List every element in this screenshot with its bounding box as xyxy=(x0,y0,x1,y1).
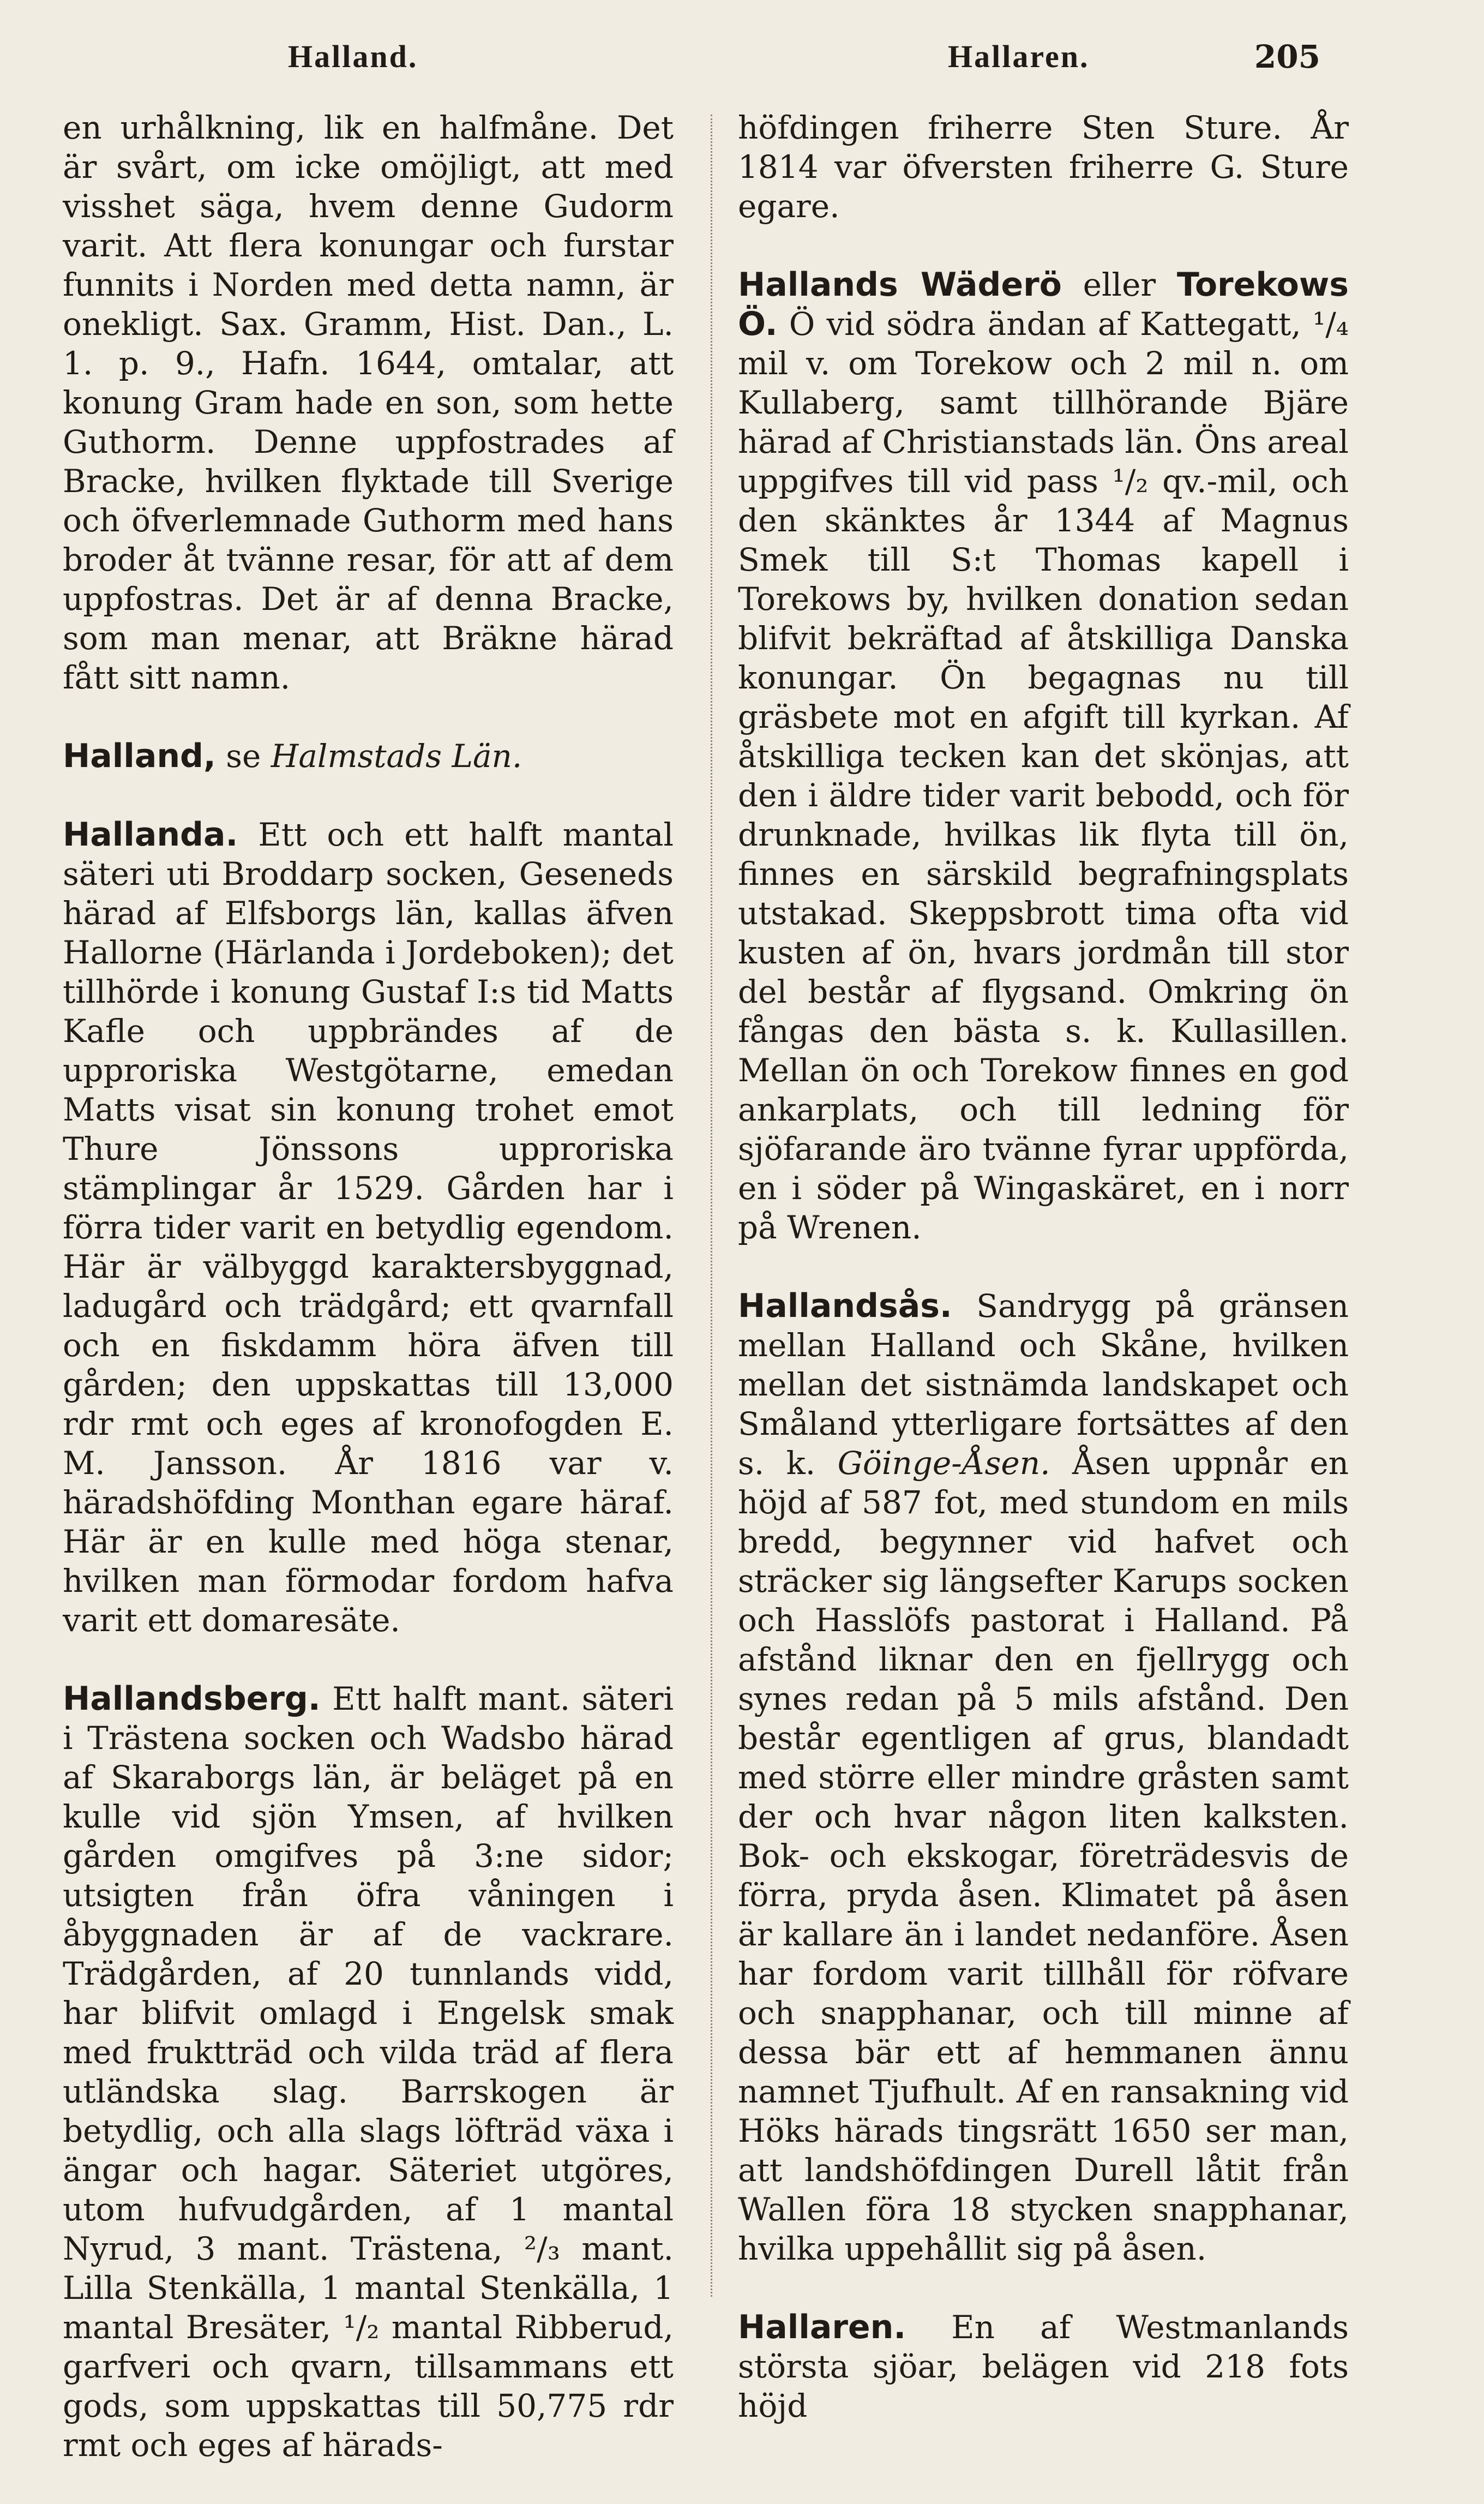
entry-halland xyxy=(63,736,674,776)
running-header xyxy=(0,38,1484,87)
continuation-text: en urhålkning, lik en halfmåne. Det är svårt, om icke omöjligt, att med visshet säga, hvem denne Gudorm varit. Att flera konungar och furstar funnits i Norden med detta namn, är onekligt. Sax. Gramm, Hist. Dan., L. 1. p. 9., Hafn. 1644, omtalar, att konung Gram hade en son, som hette Guthorm. Denne uppfostrades af Bracke, hvilken flyktade till Sverige och öfverlemnade Guthorm med hans broder åt tvänne resar, för att af dem uppfostras. Det är af denna Bracke, som man menar, att Bräkne härad fått sitt namn. xyxy=(63,109,674,696)
entry-term: Hallands Wäderö xyxy=(738,266,1062,304)
entry-text: se xyxy=(215,738,271,775)
entry-hallanda xyxy=(63,815,674,1640)
column-divider xyxy=(711,115,712,2297)
entry-text: Sandrygg på gränsen mellan Halland och Skåne, hvilken mellan det sistnämda landskapet och Småland ytterligare fortsättes af den s. k. xyxy=(738,1287,1349,1482)
entry-term: Hallandsås. xyxy=(738,1287,952,1325)
entry-connector: eller xyxy=(1061,266,1177,303)
left-column xyxy=(63,108,674,2504)
right-column xyxy=(738,108,1349,2465)
entry-reference: Halmstads Län. xyxy=(271,738,522,775)
entry-term: Hallanda. xyxy=(63,816,238,854)
entry-hallaren xyxy=(738,2308,1349,2425)
entry-reference: Göinge-Åsen. xyxy=(837,1445,1050,1482)
entry-continuation xyxy=(738,108,1349,226)
entry-hallandsberg xyxy=(63,1679,674,2465)
header-right-keyword: Hallaren. xyxy=(948,39,1090,74)
entry-text: Ett halft mant. säteri i Trästena socken och Wadsbo härad af Skaraborgs län, är beläget på en kulle vid sjön Ymsen, af hvilken gården omgifves på 3:ne sidor; utsigten från öfra våningen i åbyggnaden är af de vackrare. Trädgården, af 20 tunnlands vidd, har blifvit omlagd i Engelsk smak med fruktträd och vilda träd af flera utländska slag. Barrskogen är betydlig, och alla slags löfträd växa i ängar och hagar. Säteriet utgöres, utom hufvudgården, af 1 mantal Nyrud, 3 mant. Trästena, ²/₃ mant. Lilla Stenkälla, 1 mantal Stenkälla, 1 mantal Bresäter, ¹/₂ mantal Ribberud, garfveri och qvarn, tillsammans ett gods, som uppskattas till 50,775 rdr rmt och eges af härads- xyxy=(63,1680,674,2464)
entry-alt-term: Torekows Ö. xyxy=(738,266,1349,343)
header-left-keyword: Halland. xyxy=(288,39,418,74)
continuation-text: höfdingen friherre Sten Sture. År 1814 var öfversten friherre G. Sture egare. xyxy=(738,109,1349,225)
entry-text: Ett och ett halft mantal säteri uti Broddarp socken, Geseneds härad af Elfsborgs län, kallas äfven Hallorne (Härlanda i Jordeboken); det tillhörde i konung Gustaf I:s tid Matts Kafle och uppbrändes af de upproriska Westgötarne, emedan Matts visat sin konung trohet emot Thure Jönssons upproriska stämplingar år 1529. Gården har i förra tider varit en betydlig egendom. Här är välbyggd karaktersbyggnad, ladugård och trädgård; ett qvarnfall och en fiskdamm höra äfven till gården; den uppskattas till 13,000 rdr rmt och eges af kronofogden E. M. Jansson. År 1816 var v. häradshöfding Monthan egare häraf. Här är en kulle med höga stenar, hvilken man förmodar fordom hafva varit ett domaresäte. xyxy=(63,816,674,1639)
page-number: 205 xyxy=(1254,38,1320,75)
entry-text: En af Westmanlands största sjöar, belägen vid 218 fots höjd xyxy=(738,2309,1349,2424)
entry-term: Hallandsberg. xyxy=(63,1680,321,1718)
entry-term: Halland, xyxy=(63,737,216,775)
entry-hallandsas xyxy=(738,1286,1349,2268)
entry-hallands-wadero xyxy=(738,265,1349,1247)
entry-continuation xyxy=(63,108,674,697)
entry-text: Åsen uppnår en höjd af 587 fot, med stundom en mils bredd, begynner vid hafvet och sträcker sig längsefter Karups socken och Hasslöfs pastorat i Halland. På afstånd liknar den en fjellrygg och synes redan på 5 mils afstånd. Den består egentligen af grus, blandadt med större eller mindre gråsten samt der och hvar någon liten kalksten. Bok- och ekskogar, företrädesvis de förra, pryda åsen. Klimatet på åsen är kallare än i landet nedanföre. Åsen har fordom varit tillhåll för röfvare och snapphanar, och till minne af dessa bär ett af hemmanen ännu namnet Tjufhult. Af en ransakning vid Höks härads tingsrätt 1650 ser man, att landshöfdingen Durell låtit från Wallen föra 18 stycken snapphanar, hvilka uppehållit sig på åsen. xyxy=(738,1445,1349,2267)
entry-term: Hallaren. xyxy=(738,2308,906,2346)
entry-text: Ö vid södra ändan af Kattegatt, ¹/₄ mil v. om Torekow och 2 mil n. om Kullaberg, samt tillhörande Bjäre härad af Christianstads län. Öns areal uppgifves till vid pass ¹/₂ qv.-mil, och den skänktes år 1344 af Magnus Smek till S:t Thomas kapell i Torekows by, hvilken donation sedan blifvit bekräftad af åtskilliga Danska konungar. Ön begagnas nu till gräsbete mot en afgift till kyrkan. Af åtskilliga tecken kan det skönjas, att den i äldre tider varit bebodd, och för drunknade, hvilkas lik flyta till ön, finnes en särskild begrafningsplats utstakad. Skeppsbrott tima ofta vid kusten af ön, hvars jordmån till stor del består af flygsand. Omkring ön fångas den bästa s. k. Kullasillen. Mellan ön och Torekow finnes en god ankarplats, och till ledning för sjöfarande äro tvänne fyrar uppförda, en i söder på Wingaskäret, en i norr på Wrenen. xyxy=(738,305,1349,1246)
